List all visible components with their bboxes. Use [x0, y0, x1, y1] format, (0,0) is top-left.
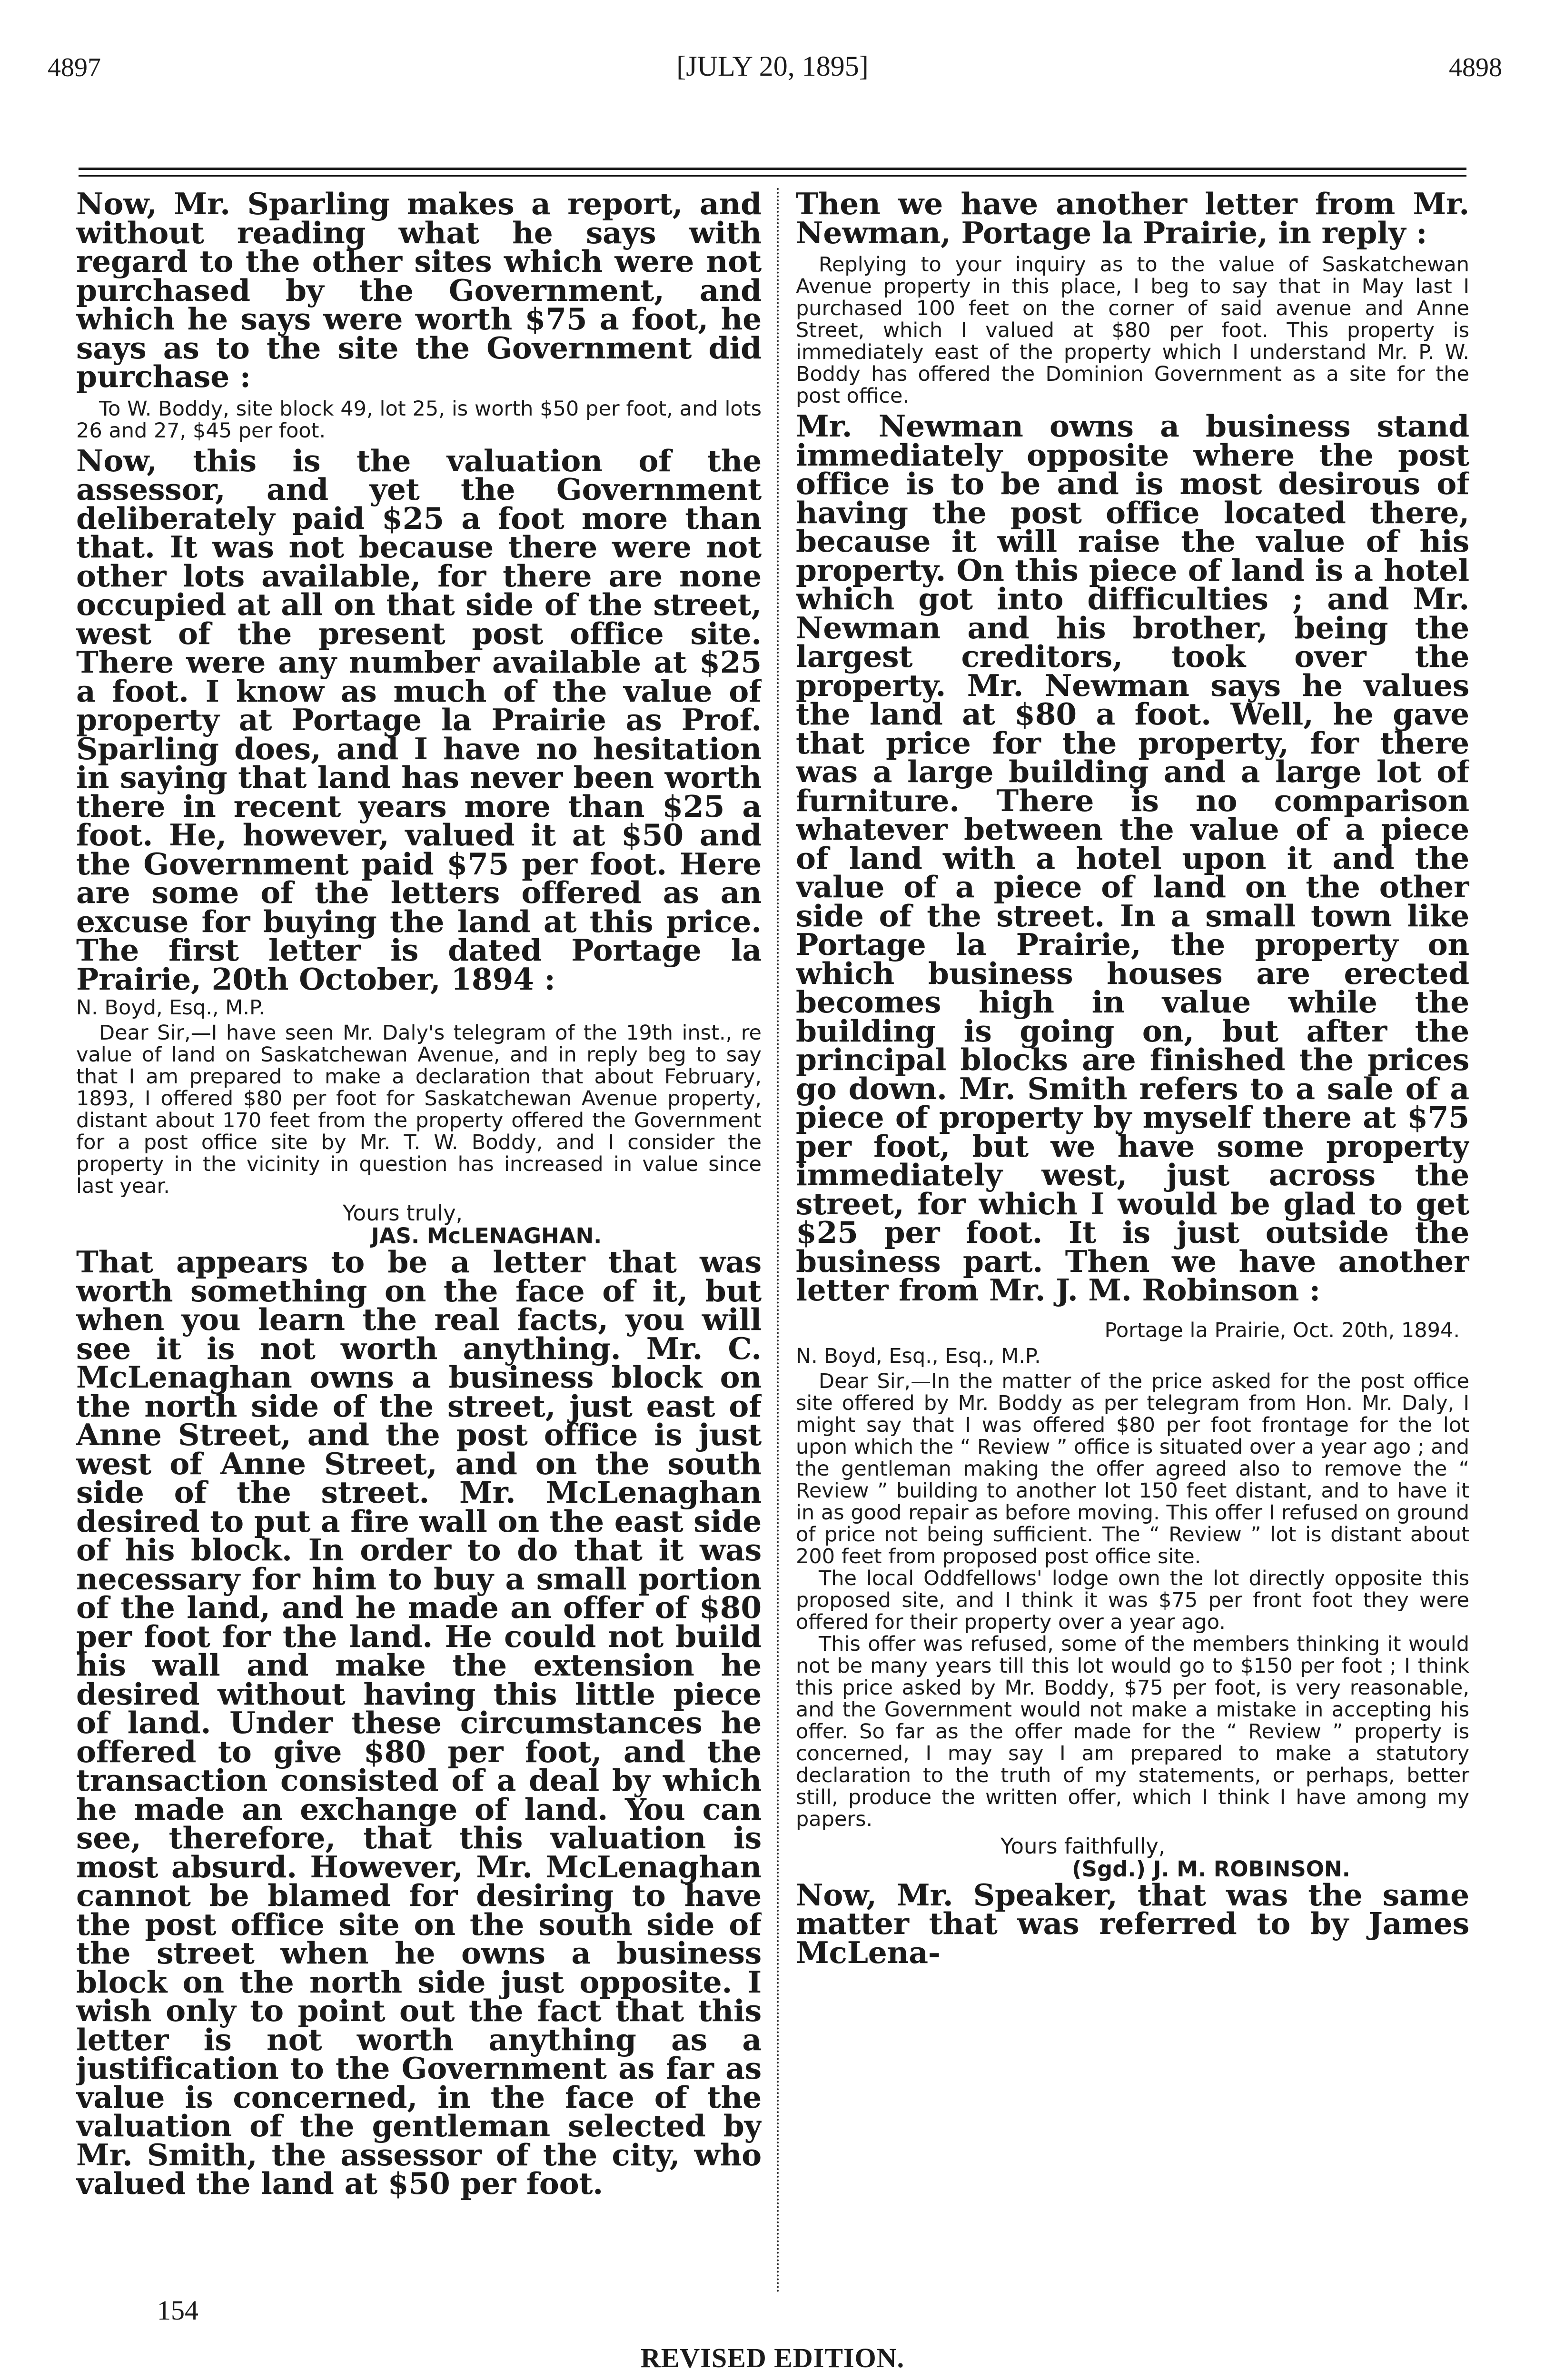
- left-letter-body: Dear Sir,—I have seen Mr. Daly's telegram of the 19th inst., re value of land on Saskatchewan Avenue, and in reply beg to say that I am prepared to make a declaration that about February, 1893, I offered $80 per foot for Saskatchewan Avenue property, distant about 170 feet from the property offered the Government for a post office site by Mr. T. W. Boddy, and I consider the property in the vicinity in question has increased in value since last year.: [76, 1021, 762, 1198]
- page-number: 154: [157, 2295, 198, 2326]
- left-letter-closing: Yours truly,: [343, 1200, 463, 1226]
- right-quote-newman: Replying to your inquiry as to the value of Saskatchewan Avenue property in this place, I beg to say that in May last I purchased 100 feet on the corner of said avenue and Anne Street, which I valued at $80 per foot. This property is immediately east of the property which I understand Mr. P. W. Boddy has offered the Dominion Government as a site for the post office.: [796, 253, 1469, 408]
- right-letter-body-2: The local Oddfellows' lodge own the lot directly opposite this proposed site, and I think it was $75 per front foot they were offered for their property over a year ago.: [796, 1566, 1469, 1634]
- column-divider: [777, 188, 779, 2294]
- running-head-date: [JULY 20, 1895]: [676, 50, 869, 82]
- right-letter-body-3: This offer was refused, some of the members thinking it would not be many years till this lot would go to $150 per foot ; I think this price asked by Mr. Boddy, $75 per foot, is very reasonable, and the Government would not make a mistake in accepting his offer. So far as the offer made for the “ Review ” property is concerned, I may say I am prepared to make a statutory declaration to the truth of my statements, or perhaps, better still, produce the written offer, which I think I have among my papers.: [796, 1632, 1469, 1831]
- right-letter-signature: (Sgd.) J. M. ROBINSON.: [1072, 1856, 1350, 1882]
- left-letter-salutation: N. Boyd, Esq., M.P.: [76, 996, 265, 1020]
- right-paragraph-2: Mr. Newman owns a business stand immediately opposite where the post office is to be and is most desirous of having the post office located there, because it will raise the value of his property. On this piece of land is a hotel which got into difficulties ; and Mr. Newman and his brother, being the largest creditors, took over the property. Mr. Newman says he values the land at $80 a foot. Well, he gave that price for the property, for there was a large building and a large lot of furniture. There is no comparison whatever between the value of a piece of land with a hotel upon it and the value of a piece of land on the other side of the street. In a small town like Portage la Prairie, the property on which business houses are erected becomes high in value while the building is going on, but after the principal blocks are finished the prices go down. Mr. Smith refers to a sale of a piece of property by myself there at $75 per foot, but we have some property immediately west, just across the street, for which I would be glad to get $25 per foot. It is just outside the business part. Then we have another letter from Mr. J. M. Robinson :: [796, 408, 1469, 1308]
- left-paragraph-3: That appears to be a letter that was worth something on the face of it, but when you learn the real facts, you will see it is not worth anything. Mr. C. McLenaghan owns a business block on the north side of the street, just east of Anne Street, and the post office is just west of Anne Street, and on the south side of the street. Mr. McLenaghan desired to put a fire wall on the east side of his block. In order to do that it was necessary for him to buy a small portion of the land, and he made an offer of $80 per foot for the land. He could not build his wall and make the extension he desired without having this little piece of land. Under these circumstances he offered to give $80 per foot, and the transaction consisted of a deal by which he made an exchange of land. You can see, therefore, that this valuation is most absurd. However, Mr. McLenaghan cannot be blamed for desiring to have the post office site on the south side of the street when he owns a business block on the north side just opposite. I wish only to point out the fact that this letter is not worth anything as a justification to the Government as far as value is concerned, in the face of the valuation of the gentleman selected by Mr. Smith, the assessor of the city, who valued the land at $50 per foot.: [76, 1244, 762, 2201]
- right-letter-salutation: N. Boyd, Esq., Esq., M.P.: [796, 1344, 1041, 1368]
- header-rule: [79, 168, 1466, 170]
- right-letter-closing: Yours faithfully,: [1000, 1833, 1166, 1859]
- right-paragraph-3: Now, Mr. Speaker, that was the same matter that was referred to by James McLena-: [796, 1877, 1469, 1970]
- left-paragraph-2: Now, this is the valuation of the assessor, and yet the Government deliberately paid $25 a foot more than that. It was not because there were not other lots available, for there are none occupied at all on that side of the street, west of the present post office site. There were any number available at $25 a foot. I know as much of the value of property at Portage la Prairie as Prof. Sparling does, and I have no hesitation in saying that land has never been worth there in recent years more than $25 a foot. He, however, valued it at $50 and the Government paid $75 per foot. Here are some of the letters offered as an excuse for buying the land at this price. The first letter is dated Portage la Prairie, 20th October, 1894 :: [76, 443, 762, 997]
- left-column: [76, 189, 762, 2293]
- left-quote-assessor: To W. Boddy, site block 49, lot 25, is worth $50 per foot, and lots 26 and 27, $45 per foot.: [76, 397, 762, 443]
- right-column-number: 4898: [1449, 53, 1502, 82]
- edition-footer: REVISED EDITION.: [640, 2342, 905, 2373]
- left-letter-signature: JAS. McLENAGHAN.: [371, 1223, 602, 1249]
- right-letter-place-date: Portage la Prairie, Oct. 20th, 1894.: [1104, 1318, 1460, 1342]
- header-rule-thin: [79, 175, 1466, 177]
- left-column-number: 4897: [48, 53, 101, 82]
- right-paragraph-1: Then we have another letter from Mr. Newman, Portage la Prairie, in reply :: [796, 189, 1469, 250]
- left-paragraph-1: Now, Mr. Sparling makes a report, and without reading what he says with regard to the other sites which were not purchased by the Government, and which he says were worth $75 a foot, he says as to the site the Government did purchase :: [76, 189, 762, 394]
- right-letter-body-1: Dear Sir,—In the matter of the price asked for the post office site offered by Mr. Boddy as per telegram from Hon. Mr. Daly, I might say that I was offered $80 per foot frontage for the lot upon which the “ Review ” office is situated over a year ago ; and the gentleman making the offer agreed also to remove the “ Review ” building to another lot 150 feet distant, and to have it in as good repair as before moving. This offer I refused on ground of price not being sufficient. The “ Review ” lot is distant about 200 feet from proposed post office site.: [796, 1369, 1469, 1568]
- right-column: [796, 189, 1469, 2293]
